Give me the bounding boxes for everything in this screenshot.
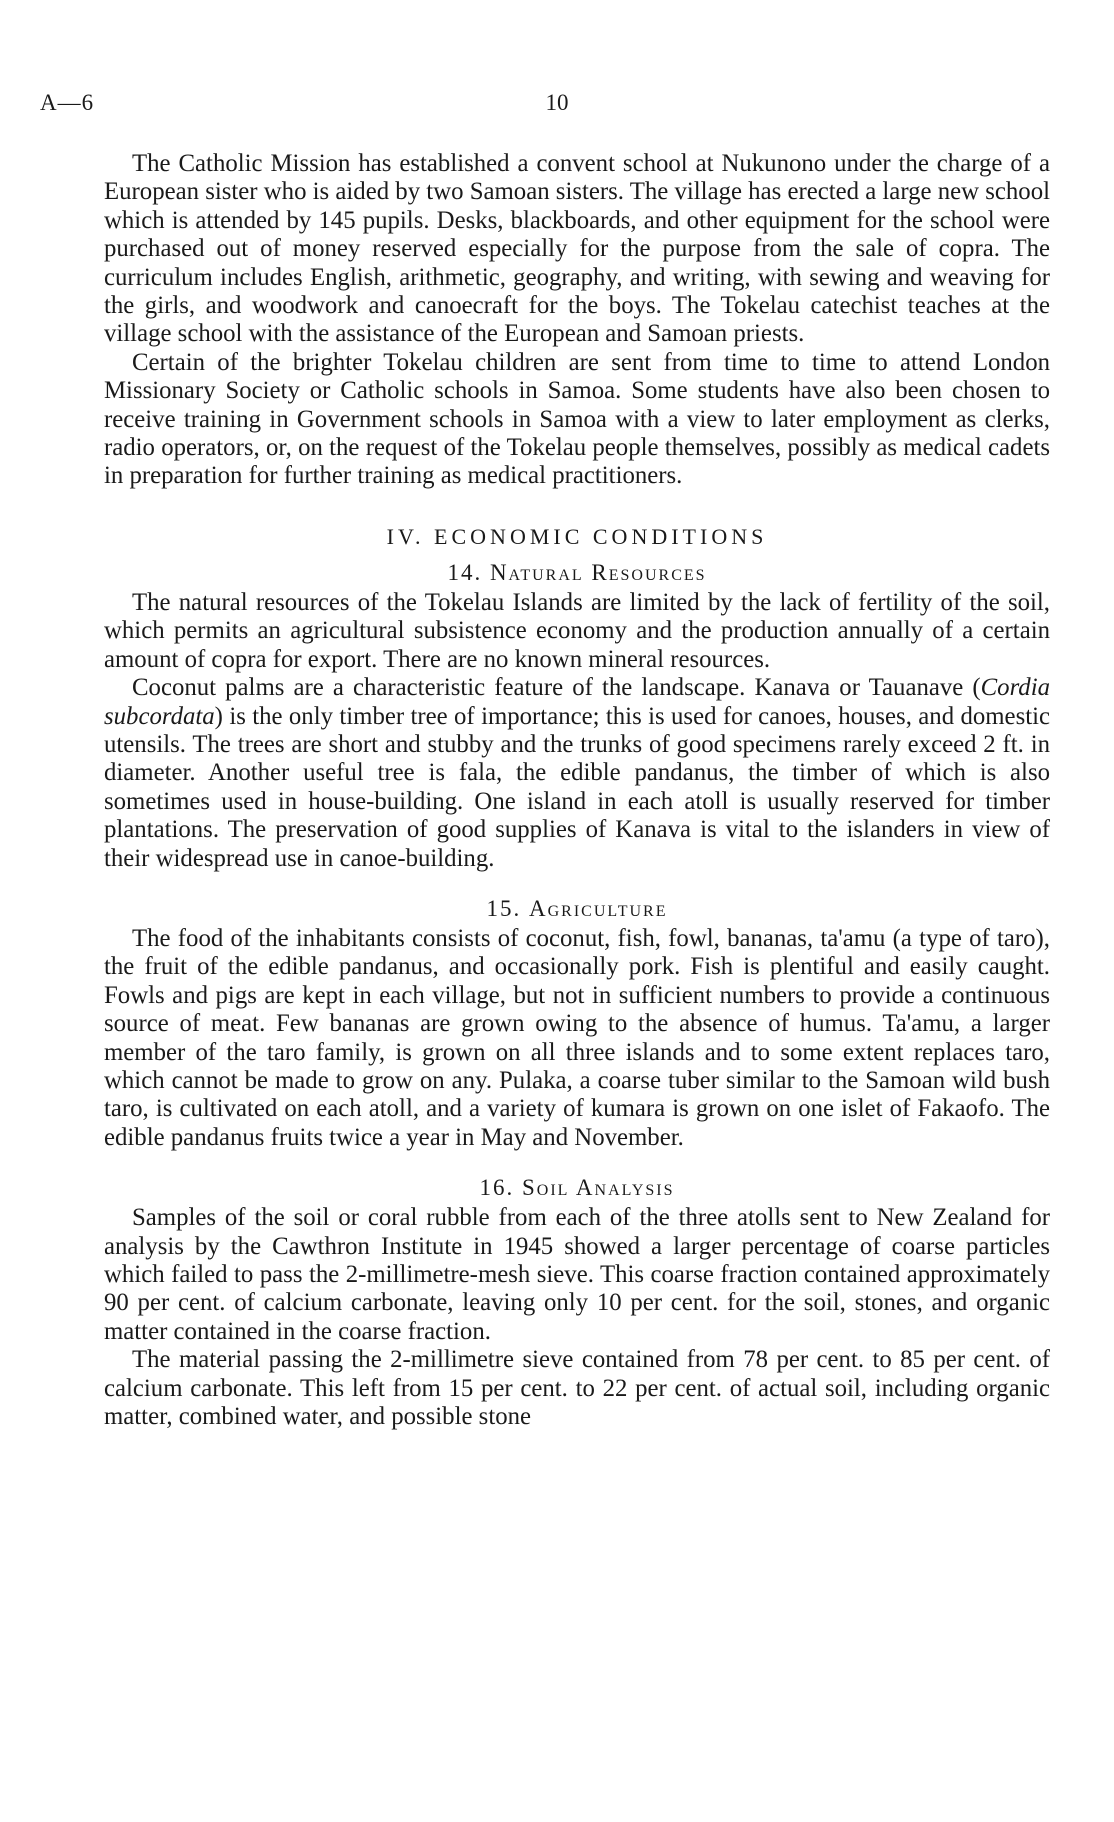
subheading-number: 16. bbox=[479, 1175, 515, 1201]
paragraph-coconut-palms bbox=[104, 674, 1050, 873]
paragraph-soil-material: The material passing the 2-millimetre sieve contained from 78 per cent. to 85 per cent. of calcium carbonate. This left from 15 per cent. to 22 per cent. of actual soil, including organic matter, combined water, and possible stone bbox=[104, 1346, 1050, 1431]
text-run: ) is the only timber tree of importance; this is used for canoes, houses, and domestic utensils. The trees are short and stubby and the trunks of good specimens rarely exceed 2 ft. in diameter. Another useful tree is fala, the edible pandanus, the timber of which is also sometimes used in house-building. One island in each atoll is usually reserved for timber plantations. The preservation of good supplies of Kanava is vital to the islanders in view of their widespread use in canoe-building. bbox=[104, 702, 1050, 872]
subheading-number: 15. bbox=[486, 895, 522, 921]
subheading-natural-resources bbox=[104, 559, 1050, 587]
paragraph-catholic-mission: The Catholic Mission has established a convent school at Nukunono under the charge of a European sister who is aided by two Samoan sisters. The village has erected a large new school which is attended by 145 pupils. Desks, blackboards, and other equipment for the school were purchased out of money reserved especially for the purpose from the sale of copra. The curriculum includes English, arithmetic, geography, and writing, with sewing and weaving for the girls, and woodwork and canoecraft for the boys. The Tokelau catechist teaches at the village school with the assistance of the European and Samoan priests. bbox=[104, 150, 1050, 348]
document-reference: A—6 bbox=[40, 90, 95, 115]
subheading-title: Agriculture bbox=[529, 895, 668, 921]
subheading-soil-analysis bbox=[104, 1174, 1050, 1202]
section-heading-economic-conditions: IV. ECONOMIC CONDITIONS bbox=[386, 523, 768, 549]
subheading-title: Natural Resources bbox=[489, 559, 707, 585]
subheading-title: Soil Analysis bbox=[522, 1175, 675, 1201]
paragraph-brighter-children: Certain of the brighter Tokelau children are sent from time to time to attend London Missionary Society or Catholic schools in Samoa. Some students have also been chosen to receive training in Government schools in Samoa with a view to later employment as clerks, radio operators, or, on the request of the Tokelau people themselves, possibly as medical cadets in preparation for further training as medical practitioners. bbox=[104, 348, 1050, 490]
subheading-agriculture bbox=[104, 895, 1050, 923]
text-run: Coconut palms are a characteristic feature of the landscape. Kanava or Tauanave ( bbox=[132, 674, 981, 702]
page-number: 10 bbox=[545, 90, 569, 115]
paragraph-natural-resources: The natural resources of the Tokelau Islands are limited by the lack of fertility of the soil, which permits an agricultural subsistence economy and the production annually of a certain amount of copra for export. There are no known mineral resources. bbox=[104, 588, 1050, 673]
paragraph-soil-samples: Samples of the soil or coral rubble from each of the three atolls sent to New Zealand for analysis by the Cawthron Institute in 1945 showed a larger percentage of coarse particles which failed to pass the 2-millimetre-mesh sieve. This coarse fraction contained approximately 90 per cent. of calcium carbonate, leaving only 10 per cent. for the soil, stones, and organic matter contained in the coarse fraction. bbox=[104, 1204, 1050, 1345]
paragraph-agriculture: The food of the inhabitants consists of coconut, fish, fowl, bananas, ta'amu (a type of taro), the fruit of the edible pandanus, and occasionally pork. Fish is plentiful and easily caught. Fowls and pigs are kept in each village, but not in sufficient numbers to provide a continuous source of meat. Few bananas are grown owing to the absence of humus. Ta'amu, a larger member of the taro family, is grown on all three islands and to some extent replaces taro, which cannot be made to grow on any. Pulaka, a coarse tuber similar to the Samoan wild bush taro, is cultivated on each atoll, and a variety of kumara is grown on one islet of Fakaofo. The edible pandanus fruits twice a year in May and November. bbox=[104, 924, 1050, 1151]
species-name: Cordia subcordata bbox=[104, 674, 1050, 730]
subheading-number: 14. bbox=[447, 559, 483, 585]
page-body bbox=[104, 150, 1050, 1431]
